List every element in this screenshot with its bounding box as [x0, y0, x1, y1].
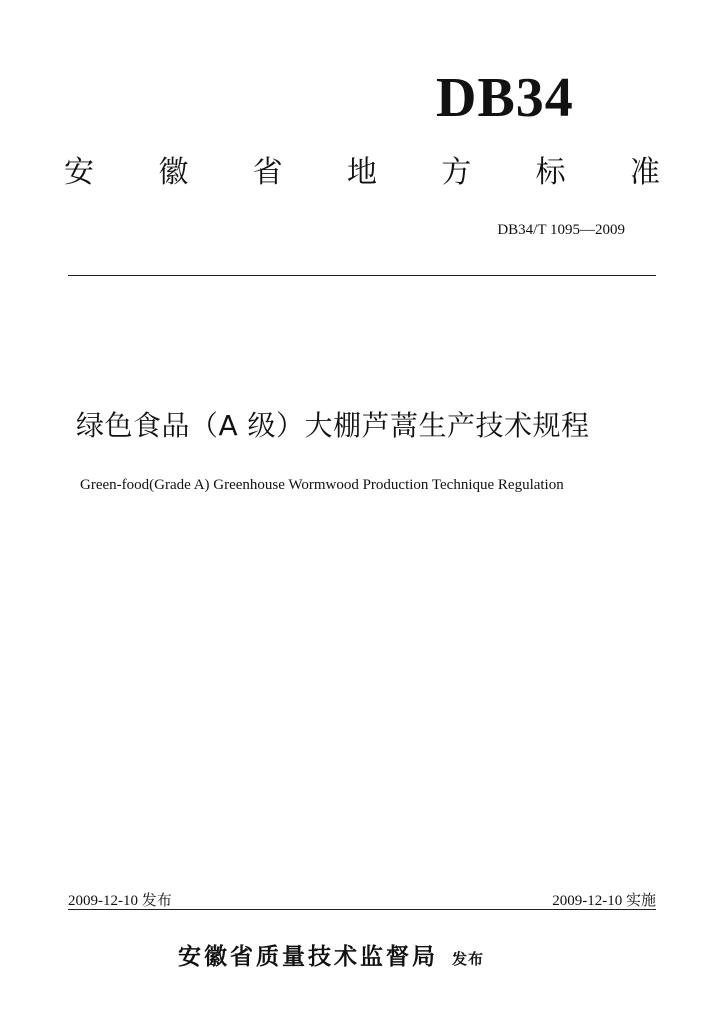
standard-title-char: 标	[535, 155, 566, 190]
standard-code: DB34	[436, 67, 574, 129]
standard-title-char: 省	[252, 155, 283, 190]
document-title-english: Green-food(Grade A) Greenhouse Wormwood Production Technique Regulation	[80, 477, 564, 493]
standard-number: DB34/T 1095—2009	[497, 222, 625, 238]
standard-title-char: 地	[346, 155, 377, 190]
implementation-date: 2009-12-10 实施	[552, 893, 656, 909]
standard-title-char: 徽	[158, 155, 189, 190]
standard-title-char: 方	[441, 155, 472, 190]
standard-title-char: 准	[629, 155, 660, 190]
top-divider	[68, 275, 656, 276]
standard-title	[64, 155, 660, 190]
standard-title-char: 安	[64, 155, 94, 190]
document-title-chinese: 绿色食品（A 级）大棚芦蒿生产技术规程	[76, 409, 590, 442]
publisher-line	[178, 938, 484, 971]
publisher-name: 安徽省质量技术监督局	[178, 944, 438, 970]
publisher-suffix: 发布	[452, 950, 485, 968]
bottom-divider	[68, 909, 656, 910]
issue-date: 2009-12-10 发布	[68, 893, 172, 909]
